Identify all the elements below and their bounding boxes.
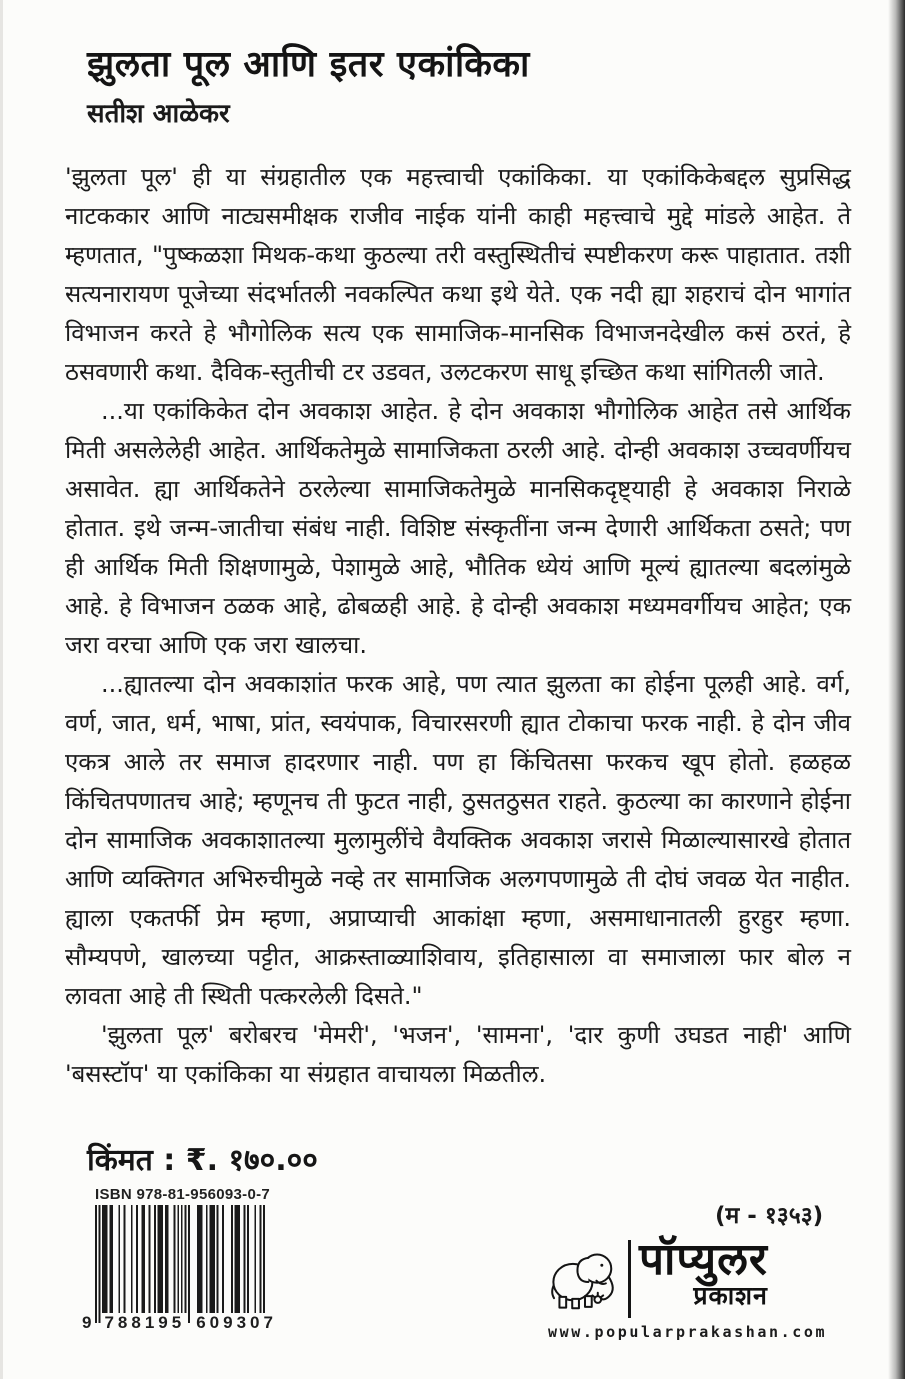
blurb-paragraph: 'झुलता पूल' ही या संग्रहातील एक महत्त्वाची एकांकिका. या एकांकिकेबद्दल सुप्रसिद्ध नाटककार आणि नाट्यसमीक्षक राजीव नाईक यांनी काही महत्त्वाचे मुद्दे मांडले आहेत. ते म्हणतात, "पुष्कळशा मिथक-कथा कुठल्या तरी वस्तुस्थितीचं स्पष्टीकरण करू पाहातात. तशी सत्यनारायण पूजेच्या संदर्भातली नवकल्पित कथा इथे येते. एक नदी ह्या शहराचं दोन भागांत विभाजन करते हे भौगोलिक सत्य एक सामाजिक-मानसिक विभाजनदेखील कसं ठरतं, हे ठसवणारी कथा. दैविक-स्तुतीची टर उडवत, उलटकरण साधू इच्छित कथा सांगितली जाते. <box>65 163 851 386</box>
publisher-logo-row <box>548 1234 838 1318</box>
page-title: झुलता पूल आणि इतर एकांकिका <box>87 44 530 85</box>
publisher-subname: प्रकाशन <box>693 1281 768 1310</box>
blurb-paragraph: ...या एकांकिकेत दोन अवकाश आहेत. हे दोन अवकाश भौगोलिक आहेत तसे आर्थिक मिती असलेलेही आहेत. आर्थिकतेमुळे सामाजिकता ठरली आहे. दोन्ही अवकाश उच्चवर्णीयच असावेत. ह्या आर्थिकतेने ठरलेल्या सामाजिकतेमुळे मानसिकदृष्ट्याही हे अवकाश निराळे होतात. इथे जन्म-जातीचा संबंध नाही. विशिष्ट संस्कृतींना जन्म देणारी आर्थिकता ठसते; पण ही आर्थिक मिती शिक्षणामुळे, पेशामुळे आहे, भौतिक ध्येयं आणि मूल्यं ह्यातल्या बदलांमुळे आहे. हे विभाजन ठळक आहे, ढोबळही आहे. हे दोन्ही अवकाश मध्यमवर्गीयच आहेत; एक जरा वरचा आणि एक जरा खालचा. <box>65 397 851 659</box>
publisher-website: www.popularprakashan.com <box>548 1323 828 1341</box>
catalog-number: (म - १३५३) <box>715 1203 824 1229</box>
barcode-digit-lead: 9 <box>82 1313 96 1332</box>
barcode-digit-group: 788195 <box>104 1313 186 1332</box>
logo-divider <box>628 1240 631 1318</box>
barcode-bars-icon <box>95 1205 265 1323</box>
price-label: किंमत : ₹. १७०.०० <box>87 1143 318 1178</box>
publisher-name-block <box>639 1234 768 1318</box>
blurb-paragraph: ...ह्यातल्या दोन अवकाशांत फरक आहे, पण त्यात झुलता का होईना पूलही आहे. वर्ग, वर्ण, जात, धर्म, भाषा, प्रांत, स्वयंपाक, विचारसरणी ह्यात टोकाचा फरक नाही. हे दोन जीव एकत्र आले तर समाज हादरणार नाही. पण हा किंचितसा फरकच खूप होतो. हळहळ किंचितपणातच आहे; म्हणूनच ती फुटत नाही, ठुसतठुसत राहते. कुठल्या का कारणाने होईना दोन सामाजिक अवकाशातल्या मुलामुलींचे वैयक्तिक अवकाश जरासे मिळाल्यासारखे होतात आणि व्यक्तिगत अभिरुचीमुळे नव्हे तर सामाजिक अलगपणामुळे ती दोघं जवळ येत नाहीत. ह्याला एकतर्फी प्रेम म्हणा, अप्राप्याची आकांक्षा म्हणा, असमाधानातली हुरहुर म्हणा. सौम्यपणे, खालच्या पट्टीत, आक्रस्ताळ्याशिवाय, इतिहासाला वा समाजाला फार बोल न लावता आहे ती स्थिती पत्करलेली दिसते." <box>65 670 851 1010</box>
barcode-digit-group: 609307 <box>196 1313 277 1332</box>
blurb <box>65 158 851 1094</box>
isbn-section <box>82 1186 280 1332</box>
publisher-logo <box>548 1234 838 1341</box>
barcode <box>82 1205 277 1332</box>
elephant-logo-icon <box>548 1238 622 1318</box>
isbn-label: ISBN 978-81-956093-0-7 <box>95 1186 271 1203</box>
barcode-digits <box>82 1313 277 1332</box>
author-name: सतीश आळेकर <box>87 99 230 129</box>
blurb-paragraph: 'झुलता पूल' बरोबरच 'मेमरी', 'भजन', 'सामना', 'दार कुणी उघडत नाही' आणि 'बसस्टॉप' या एकांकिका या संग्रहात वाचायला मिळतील. <box>65 1021 851 1088</box>
publisher-name: पॉप्युलर <box>639 1234 768 1285</box>
scan-edge-shadow <box>888 0 905 1379</box>
